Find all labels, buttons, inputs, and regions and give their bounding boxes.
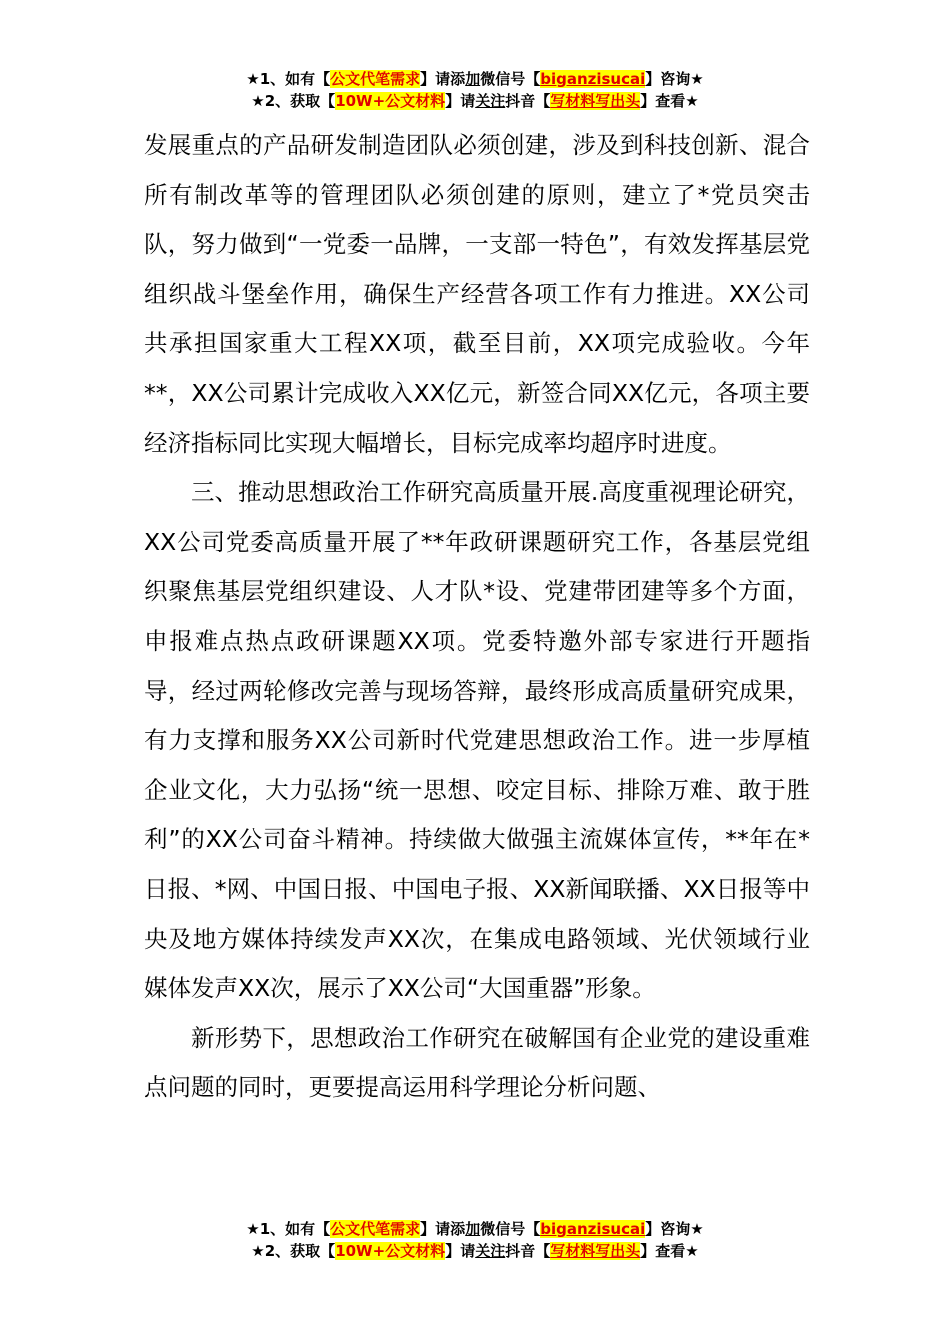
promo-line-2: ★2、获取【10W+公文材料】请关注抖音【写材料写出头】查看★ (251, 1242, 699, 1260)
promo-line-2: ★2、获取【10W+公文材料】请关注抖音【写材料写出头】查看★ (251, 92, 699, 110)
paragraph-new-situation: 新形势下，思想政治工作研究在破解国有企业党的建设重难点问题的同时，更要提高运用科学理论分析问题、 (144, 1023, 810, 1102)
highlight-materials: 10W+公文材料 (335, 92, 446, 110)
promo-line-1: ★1、如有【公文代笔需求】请添加微信号【biganzisucai】咨询★ (246, 1220, 704, 1238)
promo-line-1: ★1、如有【公文代笔需求】请添加微信号【biganzisucai】咨询★ (246, 70, 704, 88)
highlight-service: 公文代笔需求 (330, 70, 421, 88)
highlight-materials: 10W+公文材料 (335, 1242, 446, 1260)
promo-banner-bottom (0, 1218, 950, 1262)
paragraph-section-three: 三、推动思想政治工作研究高质量开展.高度重视理论研究，XX公司党委高质量开展了**年政研课题研究工作，各基层党组织聚焦基层党组织建设、人才队*设、党建带团建等多个方面，申报难点热点政研课题XX项。党委特邀外部专家进行开题指导，经过两轮修改完善与现场答辩，最终形成高质量研究成果，有力支撑和服务XX公司新时代党建思想政治工作。进一步厚植企业文化，大力弘扬“统一思想、咬定目标、排除万难、敢于胜利”的XX公司奋斗精神。持续做大做强主流媒体宣传，**年在*日报、*网、中国日报、中国电子报、XX新闻联播、XX日报等中央及地方媒体持续发声XX次，在集成电路领域、光伏领域行业媒体发声XX次，展示了XX公司“大国重器”形象。 (144, 478, 810, 1003)
paragraph-continuation: 发展重点的产品研发制造团队必须创建，涉及到科技创新、混合所有制改革等的管理团队必须创建的原则，建立了*党员突击队，努力做到“一党委一品牌，一支部一特色”，有效发挥基层党组织战斗堡垒作用，确保生产经营各项工作有力推进。XX公司共承担国家重大工程XX项，截至目前，XX项完成验收。今年**，XX公司累计完成收入XX亿元，新签合同XX亿元，各项主要经济指标同比实现大幅增长，目标完成率均超序时进度。 (144, 131, 810, 457)
highlight-service: 公文代笔需求 (330, 1220, 421, 1238)
highlight-wechat-id[interactable]: biganzisucai (540, 70, 646, 88)
document-body (144, 121, 810, 1113)
promo-banner-top (0, 68, 950, 112)
highlight-wechat-id[interactable]: biganzisucai (540, 1220, 646, 1238)
highlight-douyin-account[interactable]: 写材料写出头 (550, 92, 641, 110)
highlight-douyin-account[interactable]: 写材料写出头 (550, 1242, 641, 1260)
